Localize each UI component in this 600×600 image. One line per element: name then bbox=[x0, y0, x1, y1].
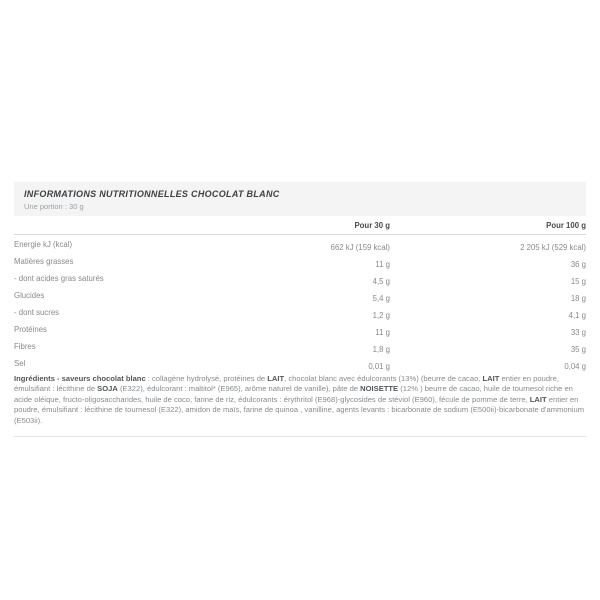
value-per-30g: 11 g bbox=[375, 328, 390, 337]
value-per-30g: 1,2 g bbox=[372, 311, 390, 320]
value-per-100g: 2 205 kJ (529 kcal) bbox=[520, 243, 586, 252]
table-row bbox=[14, 320, 586, 337]
value-per-100g: 33 g bbox=[570, 328, 586, 337]
table-row bbox=[14, 286, 586, 303]
row-label: - dont acides gras saturés bbox=[14, 274, 104, 283]
table-header-row bbox=[14, 218, 586, 235]
column-header-empty bbox=[14, 218, 190, 235]
value-per-30g: 0,01 g bbox=[368, 362, 390, 371]
panel-header bbox=[14, 182, 586, 216]
value-per-100g: 0,04 g bbox=[564, 362, 586, 371]
value-per-100g: 4,1 g bbox=[568, 311, 586, 320]
ingredient-segment: entier en poudre, émulsifiant : lécithine de tournesol (E322), amidon de maïs, farine de quinoa , vanilline, agents levants : bicarbonate de sodium (E500ii)-bicarbonate d'ammonium (E503ii). bbox=[14, 394, 585, 425]
table-row bbox=[14, 354, 586, 371]
ingredient-segment: : collagène hydrolysé, protéines de bbox=[145, 374, 268, 383]
ingredient-bold-segment: LAIT bbox=[529, 394, 547, 404]
value-per-30g: 1,8 g bbox=[372, 345, 390, 354]
ingredient-bold-segment: SOJA bbox=[97, 384, 118, 394]
ingredient-segment: entier en poudre, émulsifiant : lécithine de bbox=[14, 374, 559, 394]
ingredient-bold-segment: LAIT bbox=[482, 374, 500, 383]
row-label: Glucides bbox=[14, 291, 45, 300]
ingredient-bold-segment: Ingrédients - saveurs chocolat blanc bbox=[14, 374, 146, 383]
value-per-30g: 4,5 g bbox=[372, 277, 390, 286]
value-per-100g: 35 g bbox=[570, 345, 586, 354]
panel-title: INFORMATIONS NUTRITIONNELLES CHOCOLAT BLANC bbox=[24, 189, 280, 199]
table-row bbox=[14, 269, 586, 286]
row-label: Matières grasses bbox=[14, 257, 74, 266]
row-label: - dont sucres bbox=[14, 308, 60, 317]
value-per-30g: 11 g bbox=[375, 260, 390, 269]
ingredient-bold-segment: LAIT bbox=[267, 374, 285, 383]
ingredients-text bbox=[14, 374, 586, 426]
table-row bbox=[14, 235, 586, 253]
ingredient-segment: (E322), édulcorant : maltitol* (E965), arôme naturel de vanille), pâte de bbox=[117, 384, 361, 394]
value-per-100g: 18 g bbox=[570, 294, 586, 303]
value-per-30g: 662 kJ (159 kcal) bbox=[330, 243, 390, 252]
row-label: Energie kJ (kcal) bbox=[14, 240, 73, 249]
table-row bbox=[14, 303, 586, 320]
table-row bbox=[14, 252, 586, 269]
value-per-100g: 36 g bbox=[570, 260, 586, 269]
column-header-per-100g: Pour 100 g bbox=[390, 218, 586, 235]
bottom-divider bbox=[14, 436, 586, 437]
row-label: Sel bbox=[14, 359, 26, 368]
value-per-30g: 5,4 g bbox=[372, 294, 390, 303]
ingredient-bold-segment: NOISETTE bbox=[360, 384, 399, 394]
nutrition-table bbox=[14, 218, 586, 371]
ingredient-segment: (12% ) beurre de cacao, huile de tournesol riche en acide oléique, fructo-oligosaccharides, huile de coco, farine de riz, édulcorants : érythritol (E968)-glycosides de stéviol (E960), fécule de pomme de terre, bbox=[14, 384, 573, 404]
table-row bbox=[14, 337, 586, 354]
column-header-per-30g: Pour 30 g bbox=[190, 218, 390, 235]
nutrition-panel bbox=[14, 182, 586, 437]
value-per-100g: 15 g bbox=[570, 277, 586, 286]
row-label: Protéines bbox=[14, 325, 47, 334]
ingredient-segment: , chocolat blanc avec édulcorants (13%) (beurre de cacao, bbox=[284, 374, 483, 383]
row-label: Fibres bbox=[14, 342, 36, 351]
nutrition-table-body bbox=[14, 235, 586, 372]
portion-note: Une portion : 30 g bbox=[24, 202, 84, 211]
